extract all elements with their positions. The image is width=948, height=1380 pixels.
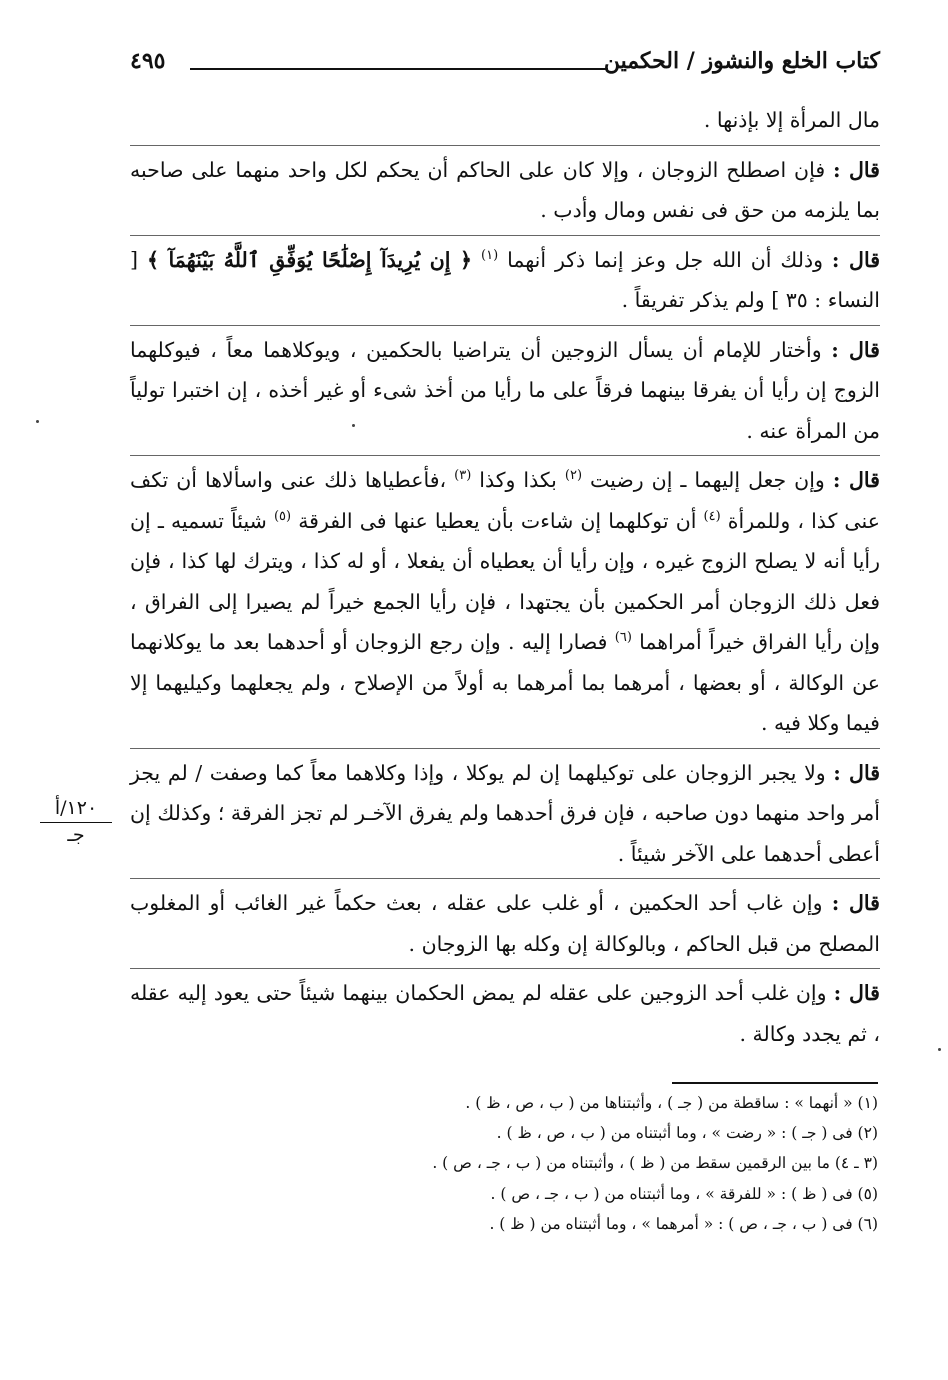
qal-label: قال : bbox=[831, 247, 880, 272]
main-text bbox=[130, 100, 880, 1054]
paragraph-5-text: ولا يجبر الزوجان على توكيلهما إن لم يوكلا ، وإذا وكلاهما معاً كما وصفت / لم يجز أمر واحد منهما دون صاحبه ، فإن فرق أحدهما ولم يفرق الآخـر لم تجز الفرقة ؛ وكذلك إن أعطى أحدهما على الآخر شيئاً . bbox=[130, 760, 880, 866]
qal-label: قال : bbox=[832, 468, 880, 492]
qal-label: قال : bbox=[831, 337, 880, 362]
paragraph-4-text-f: فصارا إليه . وإن رجع الزوجان أو أحدهما بعد ما يوكلانهما عن الوكالة ، أو بعضها ، أمرهما بما أمرهما به أولاً من الإصلاح ، ولم يجعلهما وكيليهما إلا فيما وكلا فيه . bbox=[130, 630, 880, 735]
footnote-ref-4[interactable]: (٤) bbox=[703, 508, 721, 524]
paragraph-4-text-a: وإن جعل إليهما ـ إن رضيت bbox=[590, 468, 825, 492]
qal-label: قال : bbox=[831, 891, 880, 915]
scan-speck bbox=[36, 420, 39, 423]
manuscript-folio-note bbox=[40, 796, 112, 847]
page-number: ٤٩٥ bbox=[130, 48, 166, 74]
paragraph-3 bbox=[130, 325, 880, 452]
header-rule bbox=[190, 68, 608, 70]
footnote-ref-2[interactable]: (٢) bbox=[564, 468, 583, 484]
footnote-ref-1[interactable]: (١) bbox=[481, 247, 499, 263]
paragraph-4-text-d: أن توكلهما إن شاءت بأن يعطيا عنها فى الفرقة bbox=[298, 508, 697, 533]
paragraph-5 bbox=[130, 748, 880, 875]
footnote-2: (٢) فى ( جـ ) : « رضت » ، وما أثبتناه من ( ب ، ص ، ظ ) . bbox=[496, 1124, 878, 1143]
paragraph-2 bbox=[130, 235, 880, 321]
paragraph-3-text: وأختار للإمام أن يسأل الزوجين أن يتراضيا بالحكمين ، ويوكلاهما معاً ، فيوكلهما الزوج إن رأيا أن يفرقا بينهما فرقاً على ما رأيا من أخذ شىء أو غير أخذه ، إن اختبرا تولياً من المرأة عنه . bbox=[130, 337, 880, 443]
paragraph-4-text-b: بكذا وكذا bbox=[479, 468, 557, 492]
qal-label: قال : bbox=[833, 760, 880, 785]
qal-label: قال : bbox=[833, 981, 880, 1005]
qal-label: قال : bbox=[832, 157, 880, 182]
footnote-5: (٥) فى ( ظ ) : « للفرقة » ، وما أثبتناه من ( ب ، جـ ، ص ) . bbox=[490, 1184, 878, 1203]
paragraph-1 bbox=[130, 145, 880, 231]
footnote-6: (٦) فى ( ب ، جـ ، ص ) : « أمرهما » ، وما أثبتناه من ( ظ ) . bbox=[489, 1214, 878, 1233]
paragraph-1-text: فإن اصطلح الزوجان ، وإلا كان على الحاكم أن يحكم لكل واحد منهما على صاحبه بما يلزمه من حق فى نفس ومال وأدب . bbox=[130, 157, 880, 222]
paragraph-7 bbox=[130, 968, 880, 1054]
paragraph-7-text: وإن غلب أحد الزوجين على عقله لم يمض الحكمان بينهما شيئاً حتى يعود إليه عقله ، ثم يجدد وكالة . bbox=[130, 981, 880, 1046]
footnote-ref-5[interactable]: (٥) bbox=[273, 508, 292, 524]
footnote-3-4: (٣ ـ ٤) ما بين الرقمين سقط من ( ظ ) ، وأثبتناه من ( ب ، جـ ، ص ) . bbox=[432, 1154, 878, 1173]
running-header-title: كتاب الخلع والنشوز / الحكمين bbox=[603, 48, 880, 74]
paragraph-6 bbox=[130, 878, 880, 964]
paragraph-2-text-b: [ النساء : ٣٥ ] ولم يذكر تفريقاً . bbox=[130, 247, 880, 312]
scan-speck bbox=[938, 1048, 941, 1051]
intro-text: مال المرأة إلا بإذنها . bbox=[703, 108, 880, 132]
quran-verse: ﴿ إِن يُرِيدَآ إِصْلَٰحًا يُوَفِّقِ ٱللَّهُ بَيْنَهُمَآ ﴾ bbox=[146, 247, 473, 272]
paragraph-2-text-a: وذلك أن الله جل وعز إنما ذكر أنهما bbox=[507, 247, 823, 272]
scan-speck bbox=[352, 424, 355, 427]
footnote-ref-3[interactable]: (٣) bbox=[454, 468, 472, 484]
footnote-1: (١) « أنهما » : ساقطة من ( جـ ) ، وأثبتناها من ( ب ، ص ، ظ ) . bbox=[465, 1094, 878, 1112]
intro-line bbox=[130, 100, 880, 141]
footnotes bbox=[300, 1088, 878, 1239]
paragraph-4-text-e: شيئاً تسميه ـ إن رأيا أنه لا يصلح الزوج غيره ، وإن رأيا أن يعطياه أن يفعلا ، أو له كذا ، ويترك لها كذا ، فإن فعل ذلك الزوجان أمر الحكمين بأن يجتهدا ، فإن رأيا الجمع خيراً لم يصيرا إلى الفراق ، وإن رأيا الفراق خيراً أمراهما bbox=[130, 508, 880, 654]
paragraph-4-text-c: ،فأعطياها ذلك عنى واسألاها أن تكف عنى كذا ، وللمرأة bbox=[130, 468, 880, 533]
folio-reference: ١٢٠/أ bbox=[40, 796, 112, 823]
footnote-separator bbox=[672, 1082, 878, 1084]
manuscript-siglum: جـ bbox=[67, 824, 85, 846]
paragraph-4 bbox=[130, 455, 880, 744]
footnote-ref-6[interactable]: (٦) bbox=[614, 630, 632, 646]
paragraph-6-text: وإن غاب أحد الحكمين ، أو غلب على عقله ، بعث حكماً غير الغائب أو المغلوب المصلح من قبل الحاكم ، وبالوكالة إن وكله بها الزوجان . bbox=[130, 891, 880, 956]
running-header bbox=[130, 48, 880, 88]
